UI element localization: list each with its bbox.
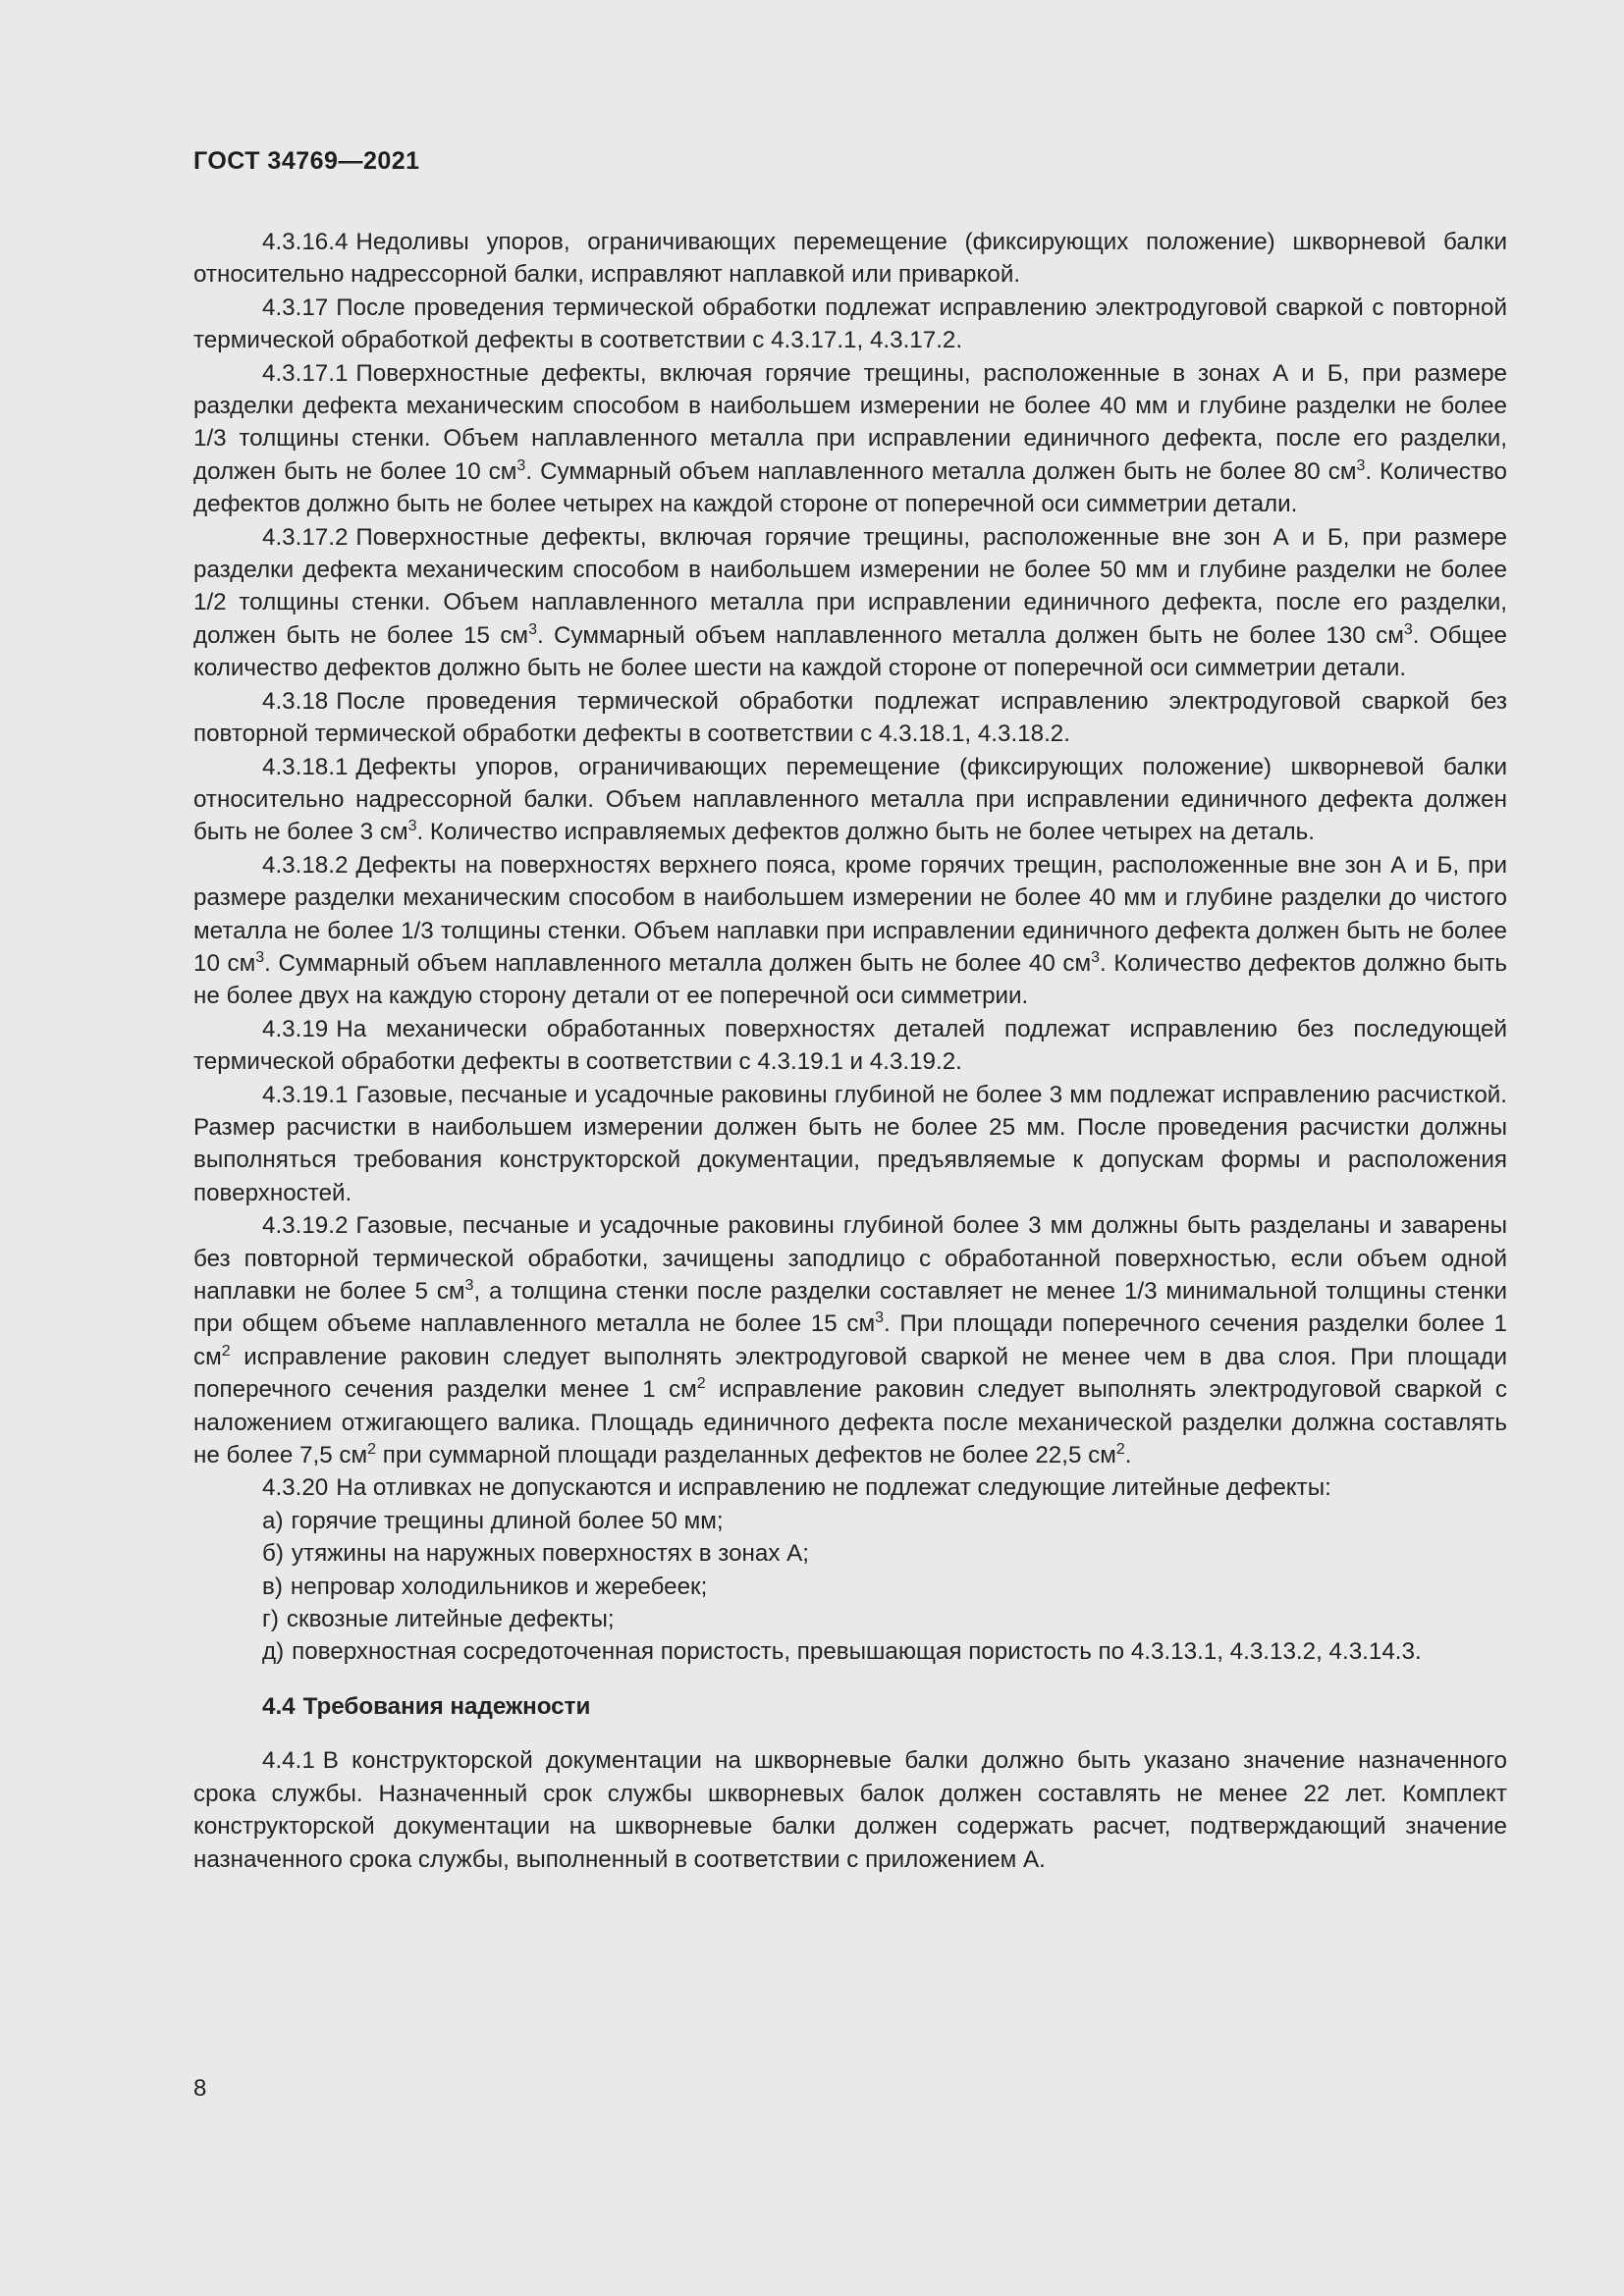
paragraph-4-3-18-2 (193, 849, 1507, 1013)
superscript: 2 (221, 1342, 231, 1360)
superscript: 3 (407, 818, 417, 835)
clause-number: 4.4.1 (262, 1747, 315, 1775)
page-number: 8 (193, 2075, 207, 2102)
paragraph-text: В конструкторской документации на шкворневые балки должно быть указано значение назначенного срока службы. Назначенный срок службы шкворневых балок должен составлять не менее 22 лет. Комплект конструкторской документации на шкворневые балки должен содержать расчет, подтверждающий значение назначенного срока службы, выполненный в соответствии с приложением А. (193, 1747, 1507, 1873)
paragraph-text: На отливках не допускаются и исправлению не подлежат следующие литейные дефекты: (336, 1474, 1331, 1502)
superscript: 2 (1115, 1441, 1125, 1459)
paragraph-text: Поверхностные дефекты, включая горячие трещины, расположенные в зонах А и Б, при размере разделки дефекта механическим способом в наибольшем измерении не более 40 мм и глубине разделки не более 1/3 толщины стенки. Объем наплавленного металла при исправлении единичного дефекта, после его разделки, должен быть не более 10 см (193, 359, 1507, 485)
paragraph-text: На механически обработанных поверхностях деталей подлежат исправлению без последующей термической обработки дефекты в соответствии с 4.3.19.1 и 4.3.19.2. (193, 1015, 1507, 1076)
paragraph-4-3-17 (193, 292, 1507, 357)
paragraph-text: После проведения термической обработки подлежат исправлению электродуговой сваркой без повторной термической обработки дефекты в соответствии с 4.3.18.1, 4.3.18.2. (193, 687, 1507, 748)
superscript: 3 (875, 1309, 884, 1327)
clause-number: 4.3.18.2 (262, 851, 349, 879)
paragraph-4-3-16-4 (193, 226, 1507, 292)
paragraph-text: , а толщина стенки после разделки составляет не менее 1/3 минимальной толщины стенки при общем объеме наплавленного металла не более 15 см (193, 1278, 1507, 1338)
paragraph-text: . Суммарный объем наплавленного металла должен быть не более 130 см (536, 621, 1404, 649)
paragraph-4-3-19-2 (193, 1209, 1507, 1471)
list-item-text: сквозные литейные дефекты; (286, 1606, 615, 1633)
superscript: 3 (1403, 620, 1413, 638)
list-item (193, 1635, 1507, 1668)
paragraph-4-3-17-1 (193, 357, 1507, 521)
list-item-text: непровар холодильников и жеребеек; (290, 1573, 708, 1600)
paragraph-4-3-19-1 (193, 1079, 1507, 1210)
paragraph-4-3-18 (193, 685, 1507, 751)
section-heading (193, 1690, 1507, 1723)
paragraph-text: Газовые, песчаные и усадочные раковины глубиной не более 3 мм подлежат исправлению расчисткой. Размер расчистки в наибольшем измерении должен быть не более 25 мм. После проведения расчистки должны выполняться требования конструкторской документации, предъявляемые к допускам формы и расположения поверхностей. (193, 1081, 1507, 1206)
paragraph-text: . Общее количество дефектов должно быть не более шести на каждой стороне от поперечной оси симметрии детали. (193, 621, 1508, 682)
paragraph-text: После проведения термической обработки подлежат исправлению электродуговой сваркой с повторной термической обработкой дефекты в соответствии с 4.3.17.1, 4.3.17.2. (193, 294, 1507, 354)
clause-number: 4.3.16.4 (262, 229, 349, 255)
clause-number: 4.3.17.2 (262, 523, 349, 551)
paragraph-text: Газовые, песчаные и усадочные раковины глубиной более 3 мм должны быть разделаны и заварены без повторной термической обработки, зачищены заподлицо с обработанной поверхностью, если объем одной наплавки не более 5 см (193, 1212, 1507, 1305)
section-number: 4.4 (262, 1692, 296, 1720)
list-item-text: горячие трещины длиной более 50 мм; (291, 1507, 724, 1534)
paragraph-text: Поверхностные дефекты, включая горячие трещины, расположенные вне зон А и Б, при размере разделки дефекта механическим способом в наибольшем измерении не более 50 мм и глубине разделки не более 1/2 толщины стенки. Объем наплавленного металла при исправлении единичного дефекта, после его разделки, должен быть не более 15 см (193, 523, 1507, 649)
list-marker: д) (262, 1638, 285, 1666)
clause-number: 4.3.17.1 (262, 359, 349, 387)
superscript: 3 (516, 456, 526, 474)
paragraph-text: исправление раковин следует выполнять электродуговой сваркой с наложением отжигающего валика. Площадь единичного дефекта после механической разделки должна составлять не более 7,5 см (193, 1376, 1508, 1469)
paragraph-4-3-18-1 (193, 751, 1507, 849)
paragraph-text: Дефекты упоров, ограничивающих перемещение (фиксирующих положение) шкворневой балки относительно надрессорной балки. Объем наплавленного металла при исправлении единичного дефекта должен быть не более 3 см (193, 753, 1507, 846)
paragraph-text: . Количество исправляемых дефектов должно быть не более четырех на деталь. (416, 819, 1315, 846)
list-marker: г) (262, 1606, 279, 1633)
paragraph-text: . Суммарный объем наплавленного металла должен быть не более 80 см (525, 457, 1357, 485)
document-body (193, 226, 1507, 1876)
clause-number: 4.3.19.1 (262, 1081, 349, 1108)
list-marker: в) (262, 1573, 283, 1600)
paragraph-text: . Суммарный объем наплавленного металла должен быть не более 40 см (264, 949, 1092, 977)
clause-number: 4.3.18 (262, 687, 329, 715)
paragraph-text: . При площади поперечного сечения разделки более 1 см (193, 1310, 1507, 1370)
superscript: 2 (367, 1441, 377, 1459)
clause-number: 4.3.19 (262, 1015, 329, 1042)
paragraph-4-4-1 (193, 1744, 1507, 1876)
superscript: 3 (1356, 456, 1366, 474)
paragraph-text: Недоливы упоров, ограничивающих перемещение (фиксирующих положение) шкворневой балки относительно надрессорной балки, исправляют наплавкой или приваркой. (193, 229, 1507, 289)
superscript: 3 (255, 948, 265, 966)
clause-number: 4.3.17 (262, 294, 329, 321)
clause-number: 4.3.18.1 (262, 753, 349, 780)
list-item-text: поверхностная сосредоточенная пористость, превышающая пористость по 4.3.13.1, 4.3.13.2, 4.3.14.3. (292, 1638, 1422, 1666)
paragraph-text: . Количество дефектов должно быть не более двух на каждую сторону детали от ее поперечной оси симметрии. (193, 949, 1507, 1010)
list-item (193, 1505, 1507, 1537)
clause-number: 4.3.19.2 (262, 1212, 349, 1240)
superscript: 3 (1091, 948, 1101, 966)
list-item (193, 1571, 1507, 1603)
document-header: ГОСТ 34769—2021 (193, 147, 420, 175)
paragraph-text: Дефекты на поверхностях верхнего пояса, кроме горячих трещин, расположенные вне зон А и Б, при размере разделки механическим способом в наибольшем измерении не более 40 мм и глубине разделки до чистого металла не более 1/3 толщины стенки. Объем наплавки при исправлении единичного дефекта должен быть не более 10 см (193, 851, 1507, 977)
paragraph-text: исправление раковин следует выполнять электродуговой сваркой не менее чем в два слоя. При площади поперечного сечения разделки менее 1 см (193, 1343, 1507, 1404)
paragraph-text: . Количество дефектов должно быть не более четырех на каждой стороне от поперечной оси симметрии детали. (193, 457, 1507, 518)
list-item (193, 1537, 1507, 1570)
clause-number: 4.3.20 (262, 1474, 329, 1502)
paragraph-4-3-17-2 (193, 521, 1507, 685)
list-marker: б) (262, 1540, 284, 1568)
list-marker: а) (262, 1507, 284, 1534)
superscript: 3 (464, 1277, 474, 1294)
section-title: Требования надежности (302, 1692, 591, 1720)
list-item-text: утяжины на наружных поверхностях в зонах А; (291, 1540, 810, 1568)
paragraph-text: . (1124, 1442, 1132, 1469)
paragraph-4-3-20 (193, 1471, 1507, 1504)
list-item (193, 1603, 1507, 1635)
superscript: 2 (696, 1375, 706, 1393)
paragraph-4-3-19 (193, 1013, 1507, 1079)
superscript: 3 (528, 620, 537, 638)
paragraph-text: при суммарной площади разделанных дефектов не более 22,5 см (376, 1442, 1116, 1469)
